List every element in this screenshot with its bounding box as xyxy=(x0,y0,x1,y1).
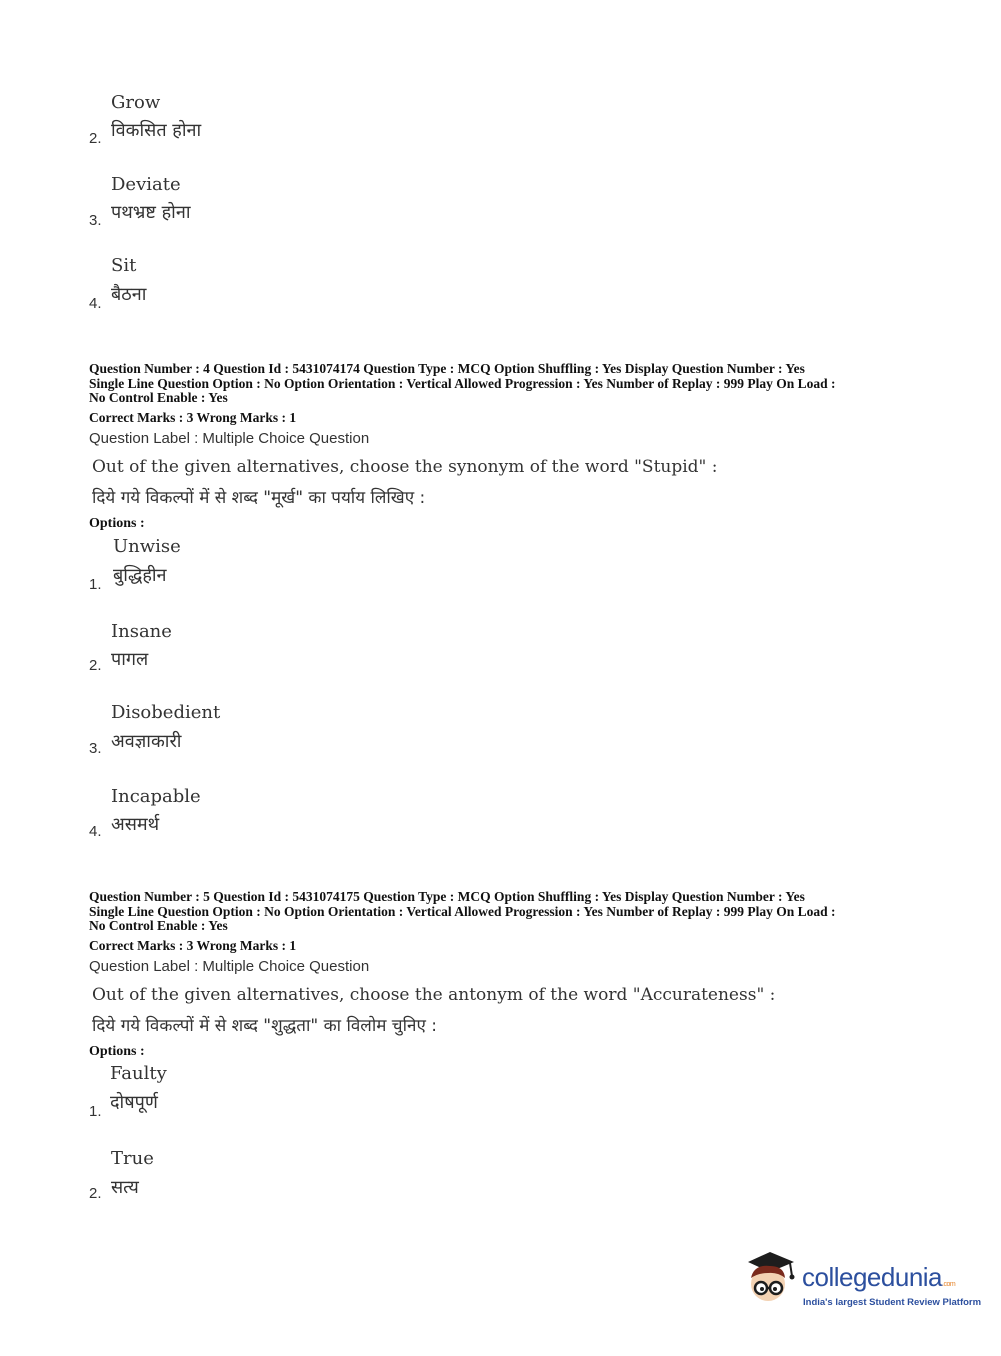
option-english-text: Sit xyxy=(111,255,137,276)
option-hindi-text: दोषपूर्ण xyxy=(110,1092,158,1113)
option-number: 1. xyxy=(89,576,102,593)
option-number: 2. xyxy=(89,657,102,674)
question-meta-line: Single Line Question Option : No Option Orientation : Vertical Allowed Progression : Yes Number of Replay : 999 Play On Load : xyxy=(89,375,836,391)
option-hindi-text: अवज्ञाकारी xyxy=(111,731,182,752)
option-english-text: Incapable xyxy=(111,786,201,807)
option-number: 2. xyxy=(89,1185,102,1202)
option-english-text: Disobedient xyxy=(111,702,221,723)
option-number: 3. xyxy=(89,212,102,229)
option-number: 4. xyxy=(89,295,102,312)
question-meta-line: Question Number : 5 Question Id : 5431074175 Question Type : MCQ Option Shuffling : Yes Display Question Number : Yes xyxy=(89,889,805,904)
logo-dotcom: .com xyxy=(942,1281,956,1288)
option-hindi-text: बैठना xyxy=(111,284,147,305)
option-number: 3. xyxy=(89,740,102,757)
logo-name-text: collegedunia xyxy=(802,1262,943,1292)
option-number: 2. xyxy=(89,130,102,147)
option-english-text: Grow xyxy=(111,92,161,113)
option-hindi-text: असमर्थ xyxy=(111,814,160,835)
question-marks: Correct Marks : 3 Wrong Marks : 1 xyxy=(89,410,297,425)
question-meta xyxy=(89,890,836,934)
option-english-text: Deviate xyxy=(111,174,181,195)
question-text-english: Out of the given alternatives, choose the synonym of the word "Stupid" : xyxy=(92,457,718,477)
question-text-hindi: दिये गये विकल्पों में से शब्द "मूर्ख" का पर्याय लिखिए : xyxy=(92,488,426,508)
question-text-hindi: दिये गये विकल्पों में से शब्द "शुद्धता" का विलोम चुनिए : xyxy=(92,1016,437,1036)
question-label: Question Label : Multiple Choice Question xyxy=(89,958,370,975)
question-meta-line: Question Number : 4 Question Id : 5431074174 Question Type : MCQ Option Shuffling : Yes Display Question Number : Yes xyxy=(89,361,805,376)
question-label: Question Label : Multiple Choice Question xyxy=(89,430,370,447)
option-english-text: True xyxy=(111,1148,154,1169)
option-english-text: Unwise xyxy=(113,536,181,557)
option-hindi-text: पथभ्रष्ट होना xyxy=(111,202,191,223)
option-number: 4. xyxy=(89,823,102,840)
option-number: 1. xyxy=(89,1103,102,1120)
question-marks: Correct Marks : 3 Wrong Marks : 1 xyxy=(89,938,297,953)
mascot-icon xyxy=(740,1248,802,1310)
option-hindi-text: विकसित होना xyxy=(111,120,202,141)
question-meta xyxy=(89,362,836,406)
option-hindi-text: पागल xyxy=(111,649,149,670)
option-english-text: Faulty xyxy=(110,1063,167,1084)
question-meta-line: Single Line Question Option : No Option Orientation : Vertical Allowed Progression : Yes Number of Replay : 999 Play On Load : xyxy=(89,903,836,919)
logo-wordmark xyxy=(802,1262,955,1293)
collegedunia-logo xyxy=(740,1248,982,1318)
question-meta-line: No Control Enable : Yes xyxy=(89,390,228,405)
option-english-text: Insane xyxy=(111,621,172,642)
question-text-english: Out of the given alternatives, choose the antonym of the word "Accurateness" : xyxy=(92,985,776,1005)
option-hindi-text: बुद्धिहीन xyxy=(113,565,167,586)
question-meta-line: No Control Enable : Yes xyxy=(89,918,228,933)
options-heading: Options : xyxy=(89,516,145,531)
option-hindi-text: सत्य xyxy=(111,1177,139,1198)
options-heading: Options : xyxy=(89,1044,145,1059)
logo-tagline: India's largest Student Review Platform xyxy=(803,1297,982,1308)
